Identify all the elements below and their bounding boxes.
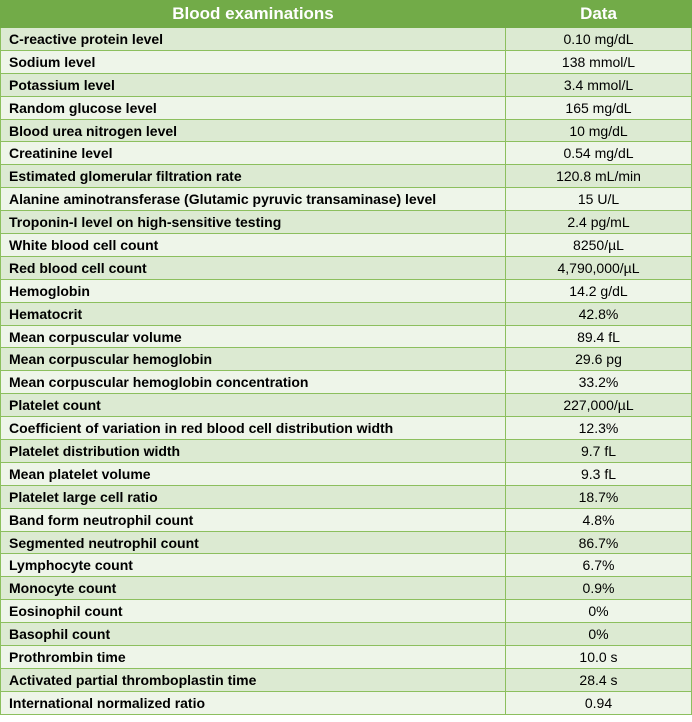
table-row xyxy=(1,188,692,211)
exam-name-cell: Mean corpuscular hemoglobin xyxy=(1,348,506,371)
table-row xyxy=(1,554,692,577)
exam-name-cell: Platelet count xyxy=(1,394,506,417)
exam-value-cell: 2.4 pg/mL xyxy=(506,211,692,234)
exam-name-cell: Alanine aminotransferase (Glutamic pyruvic transaminase) level xyxy=(1,188,506,211)
exam-name-cell: Platelet distribution width xyxy=(1,440,506,463)
table-row xyxy=(1,279,692,302)
exam-name-cell: Random glucose level xyxy=(1,96,506,119)
exam-name-cell: Mean corpuscular volume xyxy=(1,325,506,348)
exam-value-cell: 9.3 fL xyxy=(506,462,692,485)
exam-name-cell: White blood cell count xyxy=(1,234,506,257)
table-row xyxy=(1,256,692,279)
exam-name-cell: Band form neutrophil count xyxy=(1,508,506,531)
table-row xyxy=(1,508,692,531)
table-row xyxy=(1,394,692,417)
table-row xyxy=(1,600,692,623)
exam-value-cell: 15 U/L xyxy=(506,188,692,211)
exam-value-cell: 10 mg/dL xyxy=(506,119,692,142)
exam-value-cell: 33.2% xyxy=(506,371,692,394)
exam-value-cell: 10.0 s xyxy=(506,646,692,669)
exam-name-cell: Red blood cell count xyxy=(1,256,506,279)
exam-value-cell: 0.10 mg/dL xyxy=(506,28,692,51)
exam-value-cell: 3.4 mmol/L xyxy=(506,73,692,96)
exam-name-cell: Hemoglobin xyxy=(1,279,506,302)
table-row xyxy=(1,691,692,714)
table-row xyxy=(1,96,692,119)
exam-value-cell: 4,790,000/µL xyxy=(506,256,692,279)
exam-value-cell: 8250/µL xyxy=(506,234,692,257)
exam-name-cell: Coefficient of variation in red blood cell distribution width xyxy=(1,417,506,440)
exam-name-cell: C-reactive protein level xyxy=(1,28,506,51)
exam-name-cell: Blood urea nitrogen level xyxy=(1,119,506,142)
table-row xyxy=(1,50,692,73)
exam-value-cell: 89.4 fL xyxy=(506,325,692,348)
exam-name-cell: Basophil count xyxy=(1,623,506,646)
exam-name-cell: Segmented neutrophil count xyxy=(1,531,506,554)
table-row xyxy=(1,73,692,96)
exam-name-cell: Creatinine level xyxy=(1,142,506,165)
exam-value-cell: 120.8 mL/min xyxy=(506,165,692,188)
exam-value-cell: 165 mg/dL xyxy=(506,96,692,119)
exam-name-cell: Lymphocyte count xyxy=(1,554,506,577)
table-row xyxy=(1,325,692,348)
table-row xyxy=(1,302,692,325)
exam-value-cell: 0% xyxy=(506,623,692,646)
column-header-data: Data xyxy=(506,1,692,28)
exam-value-cell: 4.8% xyxy=(506,508,692,531)
table-row xyxy=(1,462,692,485)
exam-name-cell: Estimated glomerular filtration rate xyxy=(1,165,506,188)
exam-value-cell: 28.4 s xyxy=(506,668,692,691)
exam-name-cell: Sodium level xyxy=(1,50,506,73)
table-row xyxy=(1,28,692,51)
exam-name-cell: Eosinophil count xyxy=(1,600,506,623)
table-row xyxy=(1,142,692,165)
table-row xyxy=(1,417,692,440)
exam-name-cell: Mean platelet volume xyxy=(1,462,506,485)
exam-value-cell: 18.7% xyxy=(506,485,692,508)
table-row xyxy=(1,646,692,669)
table-row xyxy=(1,623,692,646)
exam-name-cell: Prothrombin time xyxy=(1,646,506,669)
exam-value-cell: 86.7% xyxy=(506,531,692,554)
exam-name-cell: Monocyte count xyxy=(1,577,506,600)
table-header-row xyxy=(1,1,692,28)
table-row xyxy=(1,211,692,234)
exam-name-cell: International normalized ratio xyxy=(1,691,506,714)
exam-value-cell: 6.7% xyxy=(506,554,692,577)
exam-name-cell: Potassium level xyxy=(1,73,506,96)
table-row xyxy=(1,668,692,691)
exam-name-cell: Hematocrit xyxy=(1,302,506,325)
exam-name-cell: Troponin-I level on high-sensitive testing xyxy=(1,211,506,234)
exam-value-cell: 9.7 fL xyxy=(506,440,692,463)
exam-value-cell: 0% xyxy=(506,600,692,623)
exam-name-cell: Activated partial thromboplastin time xyxy=(1,668,506,691)
column-header-exam: Blood examinations xyxy=(1,1,506,28)
table-row xyxy=(1,440,692,463)
table-row xyxy=(1,165,692,188)
exam-value-cell: 0.94 xyxy=(506,691,692,714)
exam-value-cell: 12.3% xyxy=(506,417,692,440)
table-row xyxy=(1,371,692,394)
table-row xyxy=(1,485,692,508)
table-row xyxy=(1,234,692,257)
exam-value-cell: 0.9% xyxy=(506,577,692,600)
exam-value-cell: 138 mmol/L xyxy=(506,50,692,73)
exam-value-cell: 14.2 g/dL xyxy=(506,279,692,302)
exam-value-cell: 42.8% xyxy=(506,302,692,325)
exam-value-cell: 29.6 pg xyxy=(506,348,692,371)
exam-value-cell: 0.54 mg/dL xyxy=(506,142,692,165)
exam-value-cell: 227,000/µL xyxy=(506,394,692,417)
table-body xyxy=(1,28,692,715)
exam-name-cell: Mean corpuscular hemoglobin concentration xyxy=(1,371,506,394)
table-row xyxy=(1,119,692,142)
table-row xyxy=(1,577,692,600)
exam-name-cell: Platelet large cell ratio xyxy=(1,485,506,508)
table-row xyxy=(1,531,692,554)
table-row xyxy=(1,348,692,371)
